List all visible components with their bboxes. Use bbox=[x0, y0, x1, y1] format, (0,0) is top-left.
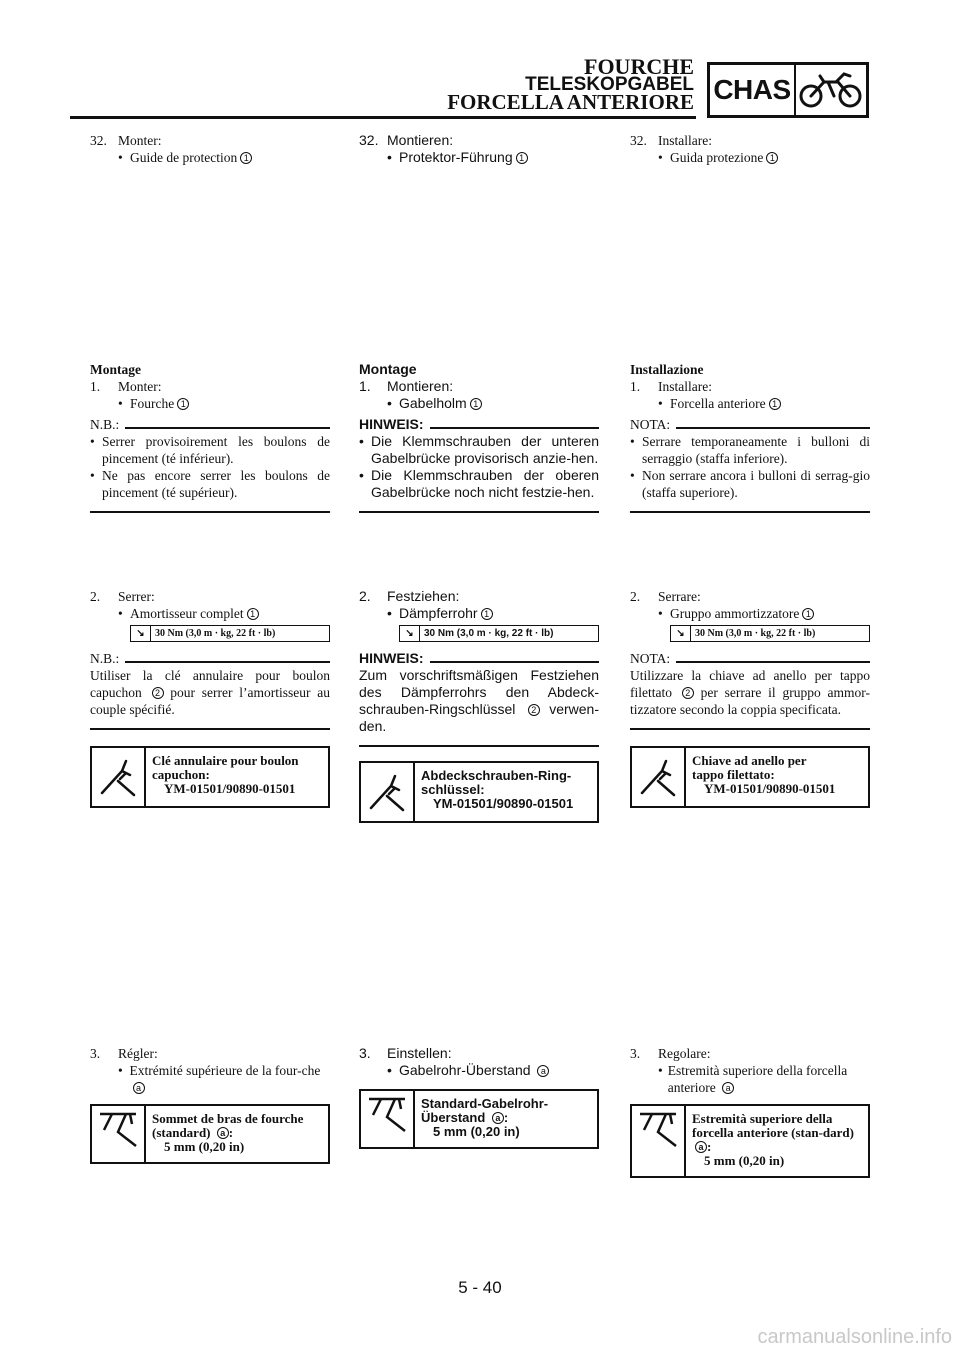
ref-marker: 1 bbox=[240, 152, 252, 164]
step-number: 1. bbox=[630, 379, 641, 394]
ref-marker: 2 bbox=[682, 687, 694, 699]
section-title: Installazione bbox=[630, 362, 704, 377]
step-number: 1. bbox=[90, 379, 101, 394]
step-number: 3. bbox=[359, 1045, 371, 1061]
step-title: Monter: bbox=[118, 379, 162, 394]
step-item: Fourche bbox=[130, 396, 175, 411]
step-number: 2. bbox=[630, 589, 641, 604]
spec-box: Sommet de bras de fourche (standard) a : 5 mm (0,20 in) bbox=[90, 1104, 330, 1164]
ref-marker: a bbox=[492, 1112, 504, 1124]
ref-marker: 1 bbox=[769, 398, 781, 410]
header-title-fr: FOURCHE bbox=[584, 54, 694, 79]
ref-marker: 2 bbox=[152, 687, 164, 699]
step-item: Gabelholm bbox=[399, 395, 467, 411]
special-tool-box bbox=[359, 761, 599, 823]
torque-wrench-icon: ↘ bbox=[400, 626, 420, 641]
montage-section: Montage 1. Monter: • Fourche 1 N.B.: • Serrer provisoirement les boulons de pincement (té inférieur). • Ne pas encore serrer les boulons de pincement (té supérieur). bbox=[90, 361, 330, 513]
step-item: Amortisseur complet bbox=[130, 606, 244, 621]
note-text: Serrare temporaneamente i bulloni di serraggio (staffa inferiore). bbox=[642, 434, 870, 466]
spec-value: 5 mm (0,20 in) bbox=[433, 1124, 520, 1139]
tool-part-number: YM-01501/90890-01501 bbox=[433, 796, 574, 811]
step-3: 3. Einstellen: • Gabelrohr-Überstand a Standard-Gabelrohr- Überstand a : 5 mm (0,20 in) bbox=[359, 1045, 599, 1149]
note-text: Utiliser la clé annulaire pour boulon capuchon 2 pour serrer l’amortisseur au couple spécifié. bbox=[90, 668, 330, 717]
step-32: 32. Montieren: • Protektor-Führung 1 bbox=[359, 132, 599, 166]
step-32: 32. Installare: • Guida protezione 1 bbox=[630, 132, 870, 166]
spec-value: 5 mm (0,20 in) bbox=[704, 1153, 785, 1168]
step-32: 32. Monter: • Guide de protection 1 bbox=[90, 132, 330, 166]
step-title: Montieren: bbox=[387, 132, 454, 148]
note-text: Zum vorschriftsmäßigen Festziehen des Dämpferrohrs den Abdeck-schrauben-Ringschlüssel 2 verwen-den. bbox=[359, 667, 599, 734]
step-title: Installare: bbox=[658, 379, 712, 394]
wrench-icon bbox=[361, 763, 413, 821]
montage-section: Installazione 1. Installare: • Forcella anteriore 1 NOTA: • Serrare temporaneamente i bulloni di serraggio (staffa inferiore). • Non serrare ancora i bulloni di serrag-gio (staffa superiore). bbox=[630, 361, 870, 513]
step-2: 2. Festziehen: • Dämpferrohr 1 ↘ 30 Nm (3,0 m · kg, 22 ft · lb) HINWEIS: Zum vorschriftsmäßigen Festziehen des Dämpferrohrs den Abdeck-schrauben-Ringschlüssel 2 verwen-den. Abdeckschrauben-Ring- schlüssel: YM-01501/90890-01501 bbox=[359, 588, 599, 823]
spec-name: Überstand bbox=[421, 1110, 486, 1125]
step-number: 3. bbox=[630, 1046, 641, 1061]
step-title: Serrare: bbox=[658, 589, 701, 604]
step-3: 3. Regolare: • Estremità superiore della forcella anteriore a Estremità superiore della forcella anteriore (stan-dard) a : 5 mm (0,20 in) bbox=[630, 1045, 870, 1178]
step-title: Régler: bbox=[118, 1046, 158, 1061]
note-text: Non serrare ancora i bulloni di serrag-gio (staffa superiore). bbox=[642, 468, 870, 500]
step-item: Forcella anteriore bbox=[670, 396, 766, 411]
step-number: 3. bbox=[90, 1046, 101, 1061]
header-title-it: FORCELLA ANTERIORE bbox=[447, 90, 694, 114]
spec-name: Estremità superiore della bbox=[692, 1111, 833, 1126]
ref-marker: 1 bbox=[766, 152, 778, 164]
step-title: Installare: bbox=[658, 133, 712, 148]
watermark: carmanualsonline.info bbox=[757, 1326, 952, 1348]
note-label: HINWEIS: bbox=[359, 650, 424, 666]
step-title: Monter: bbox=[118, 133, 162, 148]
ref-marker: a bbox=[217, 1127, 229, 1139]
wrench-icon bbox=[92, 748, 144, 806]
spec-name: (standard) bbox=[152, 1125, 211, 1140]
step-2: 2. Serrer: • Amortisseur complet 1 ↘ 30 Nm (3,0 m · kg, 22 ft · lb) N.B.: Utiliser la clé annulaire pour boulon capuchon 2 pour serrer l’amortisseur au couple spécifié. Clé annulaire pour boulon capuchon: YM-01501/90890-01501 bbox=[90, 588, 330, 808]
ref-marker: a bbox=[133, 1082, 145, 1094]
step-item: Dämpferrohr bbox=[399, 605, 478, 621]
step-number: 2. bbox=[90, 589, 101, 604]
step-item: Protektor-Führung bbox=[399, 149, 513, 165]
spec-name: Standard-Gabelrohr- bbox=[421, 1096, 549, 1111]
note-label: N.B.: bbox=[90, 651, 120, 666]
torque-spec: ↘ 30 Nm (3,0 m · kg, 22 ft · lb) bbox=[130, 625, 330, 642]
note-text: Die Klemmschrauben der oberen Gabelbrücke noch nicht festzie-hen. bbox=[371, 467, 599, 500]
section-title: Montage bbox=[359, 361, 417, 377]
tool-part-number: YM-01501/90890-01501 bbox=[704, 781, 836, 796]
caliper-icon bbox=[361, 1091, 413, 1147]
torque-wrench-icon: ↘ bbox=[671, 626, 691, 641]
special-tool-box bbox=[630, 746, 870, 808]
note-text: Ne pas encore serrer les boulons de pincement (té supérieur). bbox=[102, 468, 330, 500]
step-item: Guide de protection bbox=[130, 150, 238, 165]
step-3: 3. Régler: • Extrémité supérieure de la four-che a Sommet de bras de fourche (standard) a : 5 mm (0,20 in) bbox=[90, 1045, 330, 1164]
chas-section-badge bbox=[707, 62, 869, 118]
step-item: Gabelrohr-Überstand bbox=[399, 1062, 531, 1078]
page-number: 5 - 40 bbox=[458, 1278, 502, 1297]
step-item: Guida protezione bbox=[670, 150, 764, 165]
step-item: Estremità superiore della forcella anteriore bbox=[667, 1063, 848, 1095]
ref-marker: 1 bbox=[470, 398, 482, 410]
tool-name: Clé annulaire pour boulon bbox=[152, 753, 299, 768]
spec-box: Standard-Gabelrohr- Überstand a : 5 mm (0,20 in) bbox=[359, 1089, 599, 1149]
ref-marker: a bbox=[722, 1082, 734, 1094]
tool-name: Abdeckschrauben-Ring- bbox=[421, 768, 572, 783]
step-number: 32. bbox=[359, 132, 379, 148]
tool-name: capuchon: bbox=[152, 767, 210, 782]
step-title: Montieren: bbox=[387, 378, 454, 394]
step-title: Serrer: bbox=[118, 589, 155, 604]
tool-name: schlüssel: bbox=[421, 782, 485, 797]
note-text: Die Klemmschrauben der unteren Gabelbrücke provisorisch anzie-hen. bbox=[371, 433, 599, 466]
torque-spec: ↘ 30 Nm (3,0 m · kg, 22 ft · lb) bbox=[670, 625, 870, 642]
header-title-de: TELESKOPGABEL bbox=[525, 74, 694, 95]
tool-name: tappo filettato: bbox=[692, 767, 775, 782]
wrench-icon bbox=[632, 748, 684, 806]
step-number: 32. bbox=[630, 133, 647, 148]
step-title: Einstellen: bbox=[387, 1045, 452, 1061]
torque-wrench-icon: ↘ bbox=[131, 626, 151, 641]
note-label: N.B.: bbox=[90, 417, 120, 432]
spec-value: 5 mm (0,20 in) bbox=[164, 1139, 245, 1154]
step-number: 1. bbox=[359, 378, 371, 394]
spec-box: Estremità superiore della forcella anteriore (stan-dard) a : 5 mm (0,20 in) bbox=[630, 1104, 870, 1178]
ref-marker: 1 bbox=[481, 608, 493, 620]
step-number: 32. bbox=[90, 133, 107, 148]
ref-marker: 1 bbox=[177, 398, 189, 410]
note-text: Serrer provisoirement les boulons de pincement (té inférieur). bbox=[102, 434, 330, 466]
ref-marker: 1 bbox=[516, 152, 528, 164]
step-number: 2. bbox=[359, 588, 371, 604]
ref-marker: a bbox=[537, 1065, 549, 1077]
ref-marker: 1 bbox=[802, 608, 814, 620]
special-tool-box bbox=[90, 746, 330, 808]
note-label: HINWEIS: bbox=[359, 416, 424, 432]
tool-name: Chiave ad anello per bbox=[692, 753, 807, 768]
step-item: Gruppo ammortizzatore bbox=[670, 606, 800, 621]
step-title: Festziehen: bbox=[387, 588, 460, 604]
step-2: 2. Serrare: • Gruppo ammortizzatore 1 ↘ 30 Nm (3,0 m · kg, 22 ft · lb) NOTA: Utilizzare la chiave ad anello per tappo filettato 2 per serrare il gruppo ammor-tizzatore secondo la coppia specificata. Chiave ad anello per tappo filettato: YM-01501/90890-01501 bbox=[630, 588, 870, 808]
caliper-icon bbox=[632, 1106, 684, 1176]
note-label: NOTA: bbox=[630, 651, 671, 666]
header-rule bbox=[70, 116, 696, 119]
section-title: Montage bbox=[90, 362, 141, 377]
spec-name: forcella anteriore (stan-dard) bbox=[692, 1125, 854, 1140]
step-title: Regolare: bbox=[658, 1046, 711, 1061]
spec-name: Sommet de bras de fourche bbox=[152, 1111, 304, 1126]
tool-part-number: YM-01501/90890-01501 bbox=[164, 781, 296, 796]
note-label: NOTA: bbox=[630, 417, 671, 432]
montage-section: Montage 1. Montieren: • Gabelholm 1 HINWEIS: • Die Klemmschrauben der unteren Gabelbrücke provisorisch anzie-hen. • Die Klemmschrauben der oberen Gabelbrücke noch nicht festzie-hen. bbox=[359, 361, 599, 513]
motorcycle-icon bbox=[796, 65, 866, 115]
caliper-icon bbox=[92, 1106, 144, 1162]
note-text: Utilizzare la chiave ad anello per tappo filettato 2 per serrare il gruppo ammor-tizzatore secondo la coppia specificata. bbox=[630, 668, 871, 717]
ref-marker: a bbox=[695, 1141, 707, 1153]
ref-marker: 1 bbox=[247, 608, 259, 620]
ref-marker: 2 bbox=[528, 704, 540, 716]
step-item: Extrémité supérieure de la four-che bbox=[129, 1063, 321, 1078]
torque-spec: ↘ 30 Nm (3,0 m · kg, 22 ft · lb) bbox=[399, 625, 599, 642]
chas-label: CHAS bbox=[710, 65, 796, 115]
